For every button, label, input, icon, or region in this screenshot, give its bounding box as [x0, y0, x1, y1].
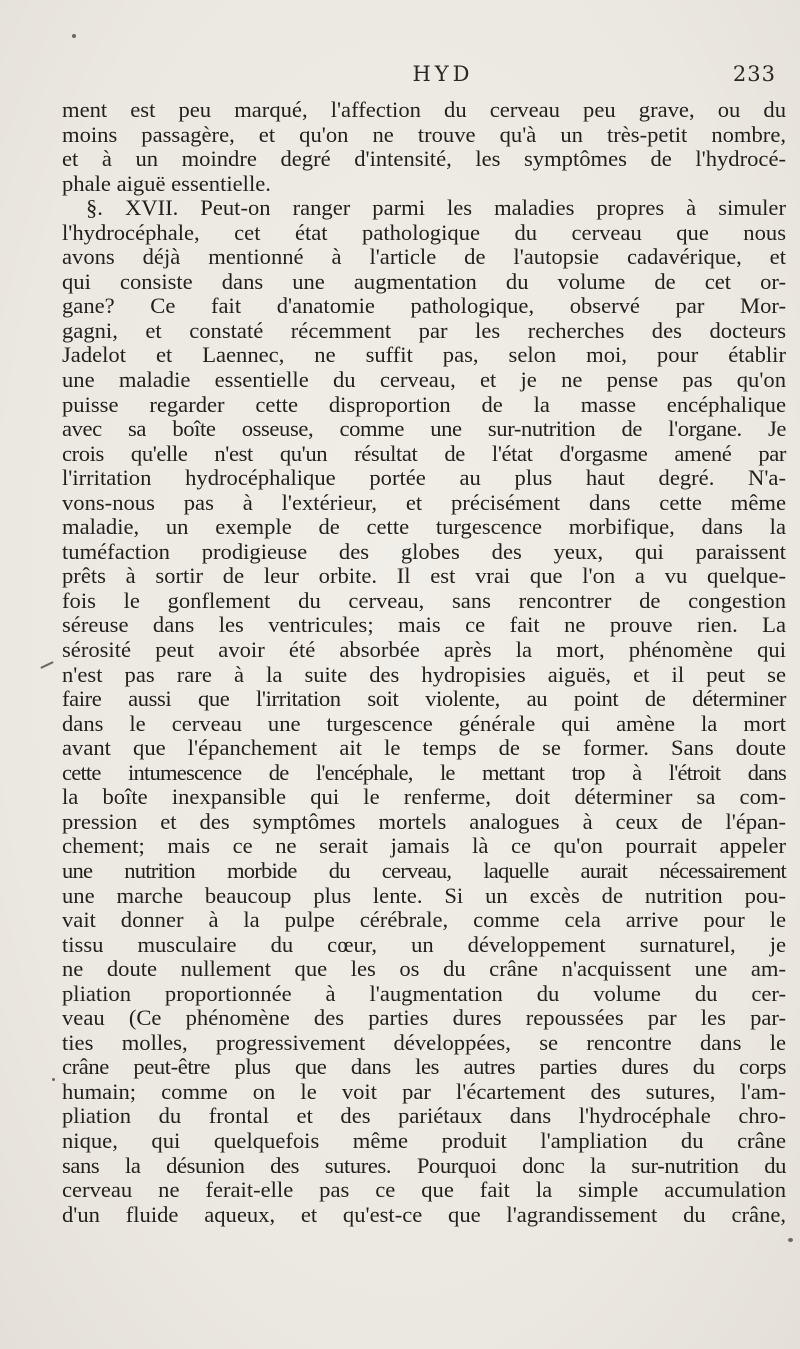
- text-line: faire aussi que l'irritation soit violente, au point de déterminer: [62, 686, 786, 712]
- running-head: [62, 62, 780, 92]
- text-line: chement; mais ce ne serait jamais là ce qu'on pourrait appeler: [62, 833, 786, 859]
- text-line: l'hydrocéphale, cet état pathologique du cerveau que nous: [62, 219, 786, 245]
- text-line: ment est peu marqué, l'affection du cerveau peu grave, ou du: [62, 97, 786, 122]
- text-line: gane? Ce fait d'anatomie pathologique, observé par Mor-: [62, 293, 786, 319]
- text-line: d'un fluide aqueux, et qu'est-ce que l'agrandissement du crâne,: [62, 1201, 786, 1227]
- paragraph-start-line: §. XVII. Peut-on ranger parmi les maladies propres à simuler: [86, 195, 786, 221]
- paper-speck: [40, 661, 54, 669]
- page-number: 233: [732, 62, 776, 86]
- text-line: l'irritation hydrocéphalique portée au plus haut degré. N'a-: [62, 465, 786, 491]
- text-line: sans la désunion des sutures. Pourquoi donc la sur-nutrition du: [62, 1152, 786, 1178]
- text-line: cerveau ne ferait-elle pas ce que fait la simple accumulation: [62, 1177, 786, 1203]
- text-line: vons-nous pas à l'extérieur, et précisément dans cette même: [62, 489, 786, 515]
- text-line: n'est pas rare à la suite des hydropisies aiguës, et il peut se: [62, 661, 786, 687]
- paper-speck: [788, 1238, 793, 1242]
- text-line: Jadelot et Laennec, ne suffit pas, selon moi, pour établir: [62, 342, 786, 368]
- text-line: phale aiguë essentielle.: [62, 170, 271, 196]
- text-line: crâne peut-être plus que dans les autres parties dures du corps: [62, 1054, 786, 1080]
- text-line: prêts à sortir de leur orbite. Il est vrai que l'on a vu quelque-: [62, 563, 786, 589]
- text-line: ties molles, progressivement développées, se rencontre dans le: [62, 1029, 786, 1055]
- text-line: humain; comme on le voit par l'écartement des sutures, l'am-: [62, 1078, 786, 1104]
- text-line: qui consiste dans une augmentation du volume de cet or-: [62, 268, 786, 294]
- text-line: vait donner à la pulpe cérébrale, comme cela arrive pour le: [62, 907, 786, 933]
- text-line: sérosité peut avoir été absorbée après la mort, phénomène qui: [62, 637, 786, 663]
- text-line: moins passagère, et qu'on ne trouve qu'à un très-petit nombre,: [62, 121, 786, 147]
- text-line: fois le gonflement du cerveau, sans rencontrer de congestion: [62, 587, 786, 613]
- text-line: tissu musculaire du cœur, un développement surnaturel, je: [62, 931, 786, 957]
- text-line: dans le cerveau une turgescence générale qui amène la mort: [62, 710, 786, 736]
- paper-speck: [72, 34, 76, 38]
- text-line: et à un moindre degré d'intensité, les symptômes de l'hydrocé-: [62, 146, 786, 172]
- paper-speck: [52, 1078, 55, 1081]
- text-line: crois qu'elle n'est qu'un résultat de l'état d'orgasme amené par: [62, 440, 786, 466]
- text-line: maladie, un exemple de cette turgescence morbifique, dans la: [62, 514, 786, 540]
- body-text: [62, 98, 786, 1227]
- text-line: puisse regarder cette disproportion de la masse encéphalique: [62, 391, 786, 417]
- text-line: séreuse dans les ventricules; mais ce fait ne prouve rien. La: [62, 612, 786, 638]
- text-line: gagni, et constaté récemment par les recherches des docteurs: [62, 317, 786, 343]
- text-line: pression et des symptômes mortels analogues à ceux de l'épan-: [62, 808, 786, 834]
- text-line: cette intumescence de l'encéphale, le mettant trop à l'étroit dans: [62, 759, 786, 785]
- text-line: tuméfaction prodigieuse des globes des yeux, qui paraissent: [62, 538, 786, 564]
- text-line: pliation proportionnée à l'augmentation du volume du cer-: [62, 980, 786, 1006]
- running-head-title: HYD: [412, 62, 474, 86]
- text-line: la boîte inexpansible qui le renferme, doit déterminer sa com-: [62, 784, 786, 810]
- text-line: pliation du frontal et des pariétaux dans l'hydrocéphale chro-: [62, 1103, 786, 1129]
- text-line: ne doute nullement que les os du crâne n'acquissent une am-: [62, 956, 786, 982]
- text-line: avons déjà mentionné à l'article de l'autopsie cadavérique, et: [62, 244, 786, 270]
- text-line: une nutrition morbide du cerveau, laquelle aurait nécessairement: [62, 857, 786, 883]
- text-line: veau (Ce phénomène des parties dures repoussées par les par-: [62, 1005, 786, 1031]
- text-line: avec sa boîte osseuse, comme une sur-nutrition de l'organe. Je: [62, 416, 786, 442]
- text-line: avant que l'épanchement ait le temps de se former. Sans doute: [62, 735, 786, 761]
- text-line: une marche beaucoup plus lente. Si un excès de nutrition pou-: [62, 882, 786, 908]
- text-line: nique, qui quelquefois même produit l'ampliation du crâne: [62, 1127, 786, 1153]
- text-line: une maladie essentielle du cerveau, et je ne pense pas qu'on: [62, 367, 786, 393]
